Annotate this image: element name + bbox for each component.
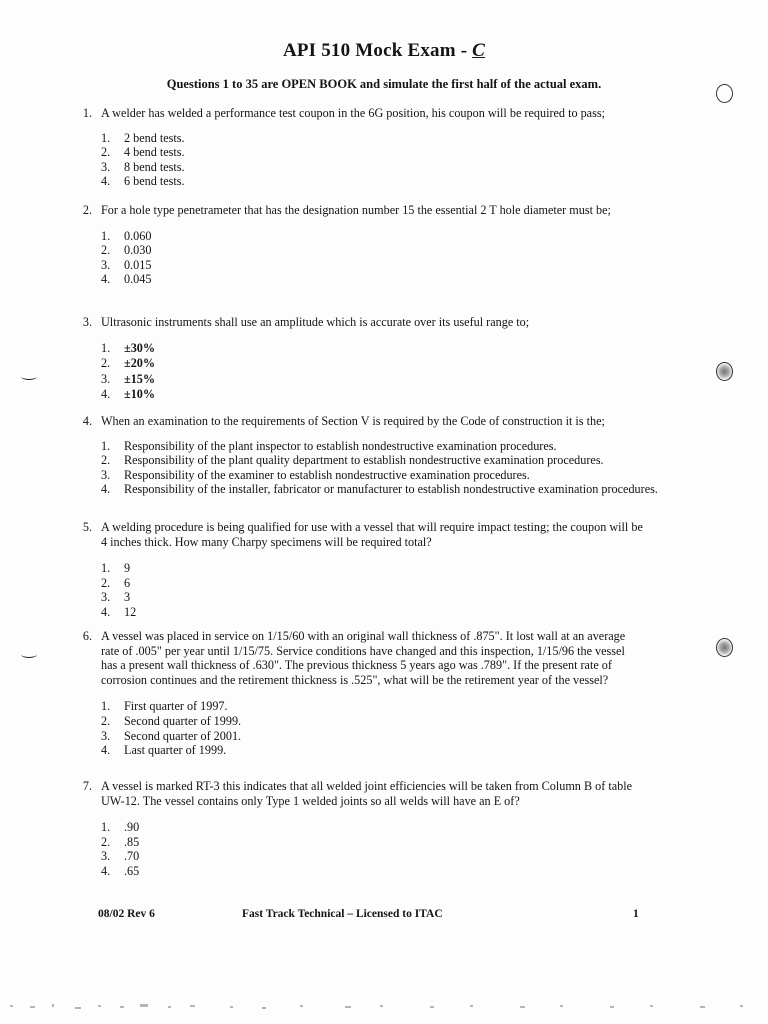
- option-3: [70, 590, 645, 605]
- option-text: Responsibility of the installer, fabricator or manufacturer to establish nondestructive examination procedures.: [124, 482, 658, 497]
- option-text: 0.030: [124, 243, 152, 258]
- question-7: [70, 779, 650, 879]
- option-4: [70, 482, 660, 497]
- option-4: [70, 864, 650, 879]
- question-text: A welder has welded a performance test coupon in the 6G position, his coupon will be required to pass;: [101, 106, 605, 120]
- option-1: [70, 820, 650, 835]
- question-4: [70, 414, 660, 497]
- option-text: 8 bend tests.: [124, 159, 185, 174]
- option-number: 1.: [101, 438, 111, 453]
- option-2: [70, 714, 640, 729]
- question-1: [70, 106, 650, 189]
- option-number: 2.: [101, 356, 111, 371]
- question-2: [70, 203, 650, 287]
- option-text: 0.015: [124, 257, 152, 272]
- option-text: 2 bend tests.: [124, 130, 185, 145]
- question-number: 4.: [82, 414, 92, 428]
- option-number: 2.: [101, 834, 111, 849]
- question-number: 6.: [82, 629, 92, 643]
- option-number: 3.: [101, 590, 111, 605]
- option-1: [70, 131, 650, 146]
- option-text: 0.060: [124, 228, 152, 243]
- option-text: 4 bend tests.: [124, 145, 185, 160]
- footer-revision: 08/02 Rev 6: [98, 908, 155, 920]
- option-text: First quarter of 1997.: [124, 699, 228, 714]
- question-text: A vessel is marked RT-3 this indicates that all welded joint efficiencies will be taken from Column B of table UW-12. The vessel contains only Type 1 welded joints so all welds will have an E of?: [101, 779, 632, 808]
- binder-hole-icon: [716, 362, 733, 381]
- option-4: [70, 743, 640, 758]
- option-number: 1.: [101, 228, 111, 243]
- option-number: 2.: [101, 243, 111, 258]
- footer-page-number: 1: [633, 908, 639, 920]
- option-number: 2.: [101, 145, 111, 160]
- option-text: ±15%: [124, 371, 156, 386]
- option-number: 2.: [101, 713, 111, 728]
- option-1: [70, 341, 650, 357]
- option-text: .65: [124, 863, 140, 878]
- option-number: 3.: [101, 849, 111, 864]
- footer-license: Fast Track Technical – Licensed to ITAC: [242, 908, 443, 920]
- option-text: Second quarter of 2001.: [124, 728, 242, 743]
- option-3: [70, 849, 650, 864]
- page-title: [0, 40, 768, 62]
- option-1: [70, 561, 645, 576]
- option-text: ±10%: [124, 387, 156, 402]
- option-number: 3.: [101, 467, 111, 482]
- option-number: 3.: [101, 257, 111, 272]
- option-text: 12: [124, 604, 137, 619]
- scan-mark-icon: [21, 373, 37, 380]
- question-number: 2.: [82, 203, 92, 217]
- option-list: [70, 131, 650, 189]
- option-text: Second quarter of 1999.: [124, 713, 242, 728]
- option-number: 1.: [101, 820, 111, 835]
- question-number: 1.: [82, 106, 92, 120]
- option-3: [70, 729, 640, 744]
- option-number: 2.: [101, 575, 111, 590]
- option-number: 2.: [101, 453, 111, 468]
- scan-noise-strip: [0, 1000, 768, 1014]
- question-5: [70, 520, 645, 620]
- option-text: .90: [124, 820, 140, 835]
- option-3: [70, 258, 650, 273]
- option-3: [70, 372, 650, 388]
- question-number: 7.: [82, 779, 92, 793]
- option-list: [70, 341, 650, 403]
- option-2: [70, 835, 650, 850]
- question-number: 3.: [82, 315, 92, 329]
- option-2: [70, 243, 650, 258]
- option-1: [70, 229, 650, 244]
- option-4: [70, 605, 645, 620]
- option-text: Responsibility of the plant inspector to establish nondestructive examination procedures.: [124, 438, 557, 453]
- question-number: 5.: [82, 520, 92, 534]
- option-list: [70, 561, 645, 619]
- title-exam-letter: C: [472, 40, 486, 61]
- option-text: 0.045: [124, 272, 152, 287]
- option-number: 4.: [101, 482, 111, 497]
- option-2: [70, 356, 650, 372]
- option-2: [70, 576, 645, 591]
- option-number: 4.: [101, 743, 111, 758]
- option-text: Last quarter of 1999.: [124, 743, 227, 758]
- option-text: 6: [124, 575, 131, 590]
- page-subtitle: Questions 1 to 35 are OPEN BOOK and simulate the first half of the actual exam.: [166, 77, 602, 91]
- option-text: ±30%: [124, 340, 156, 355]
- option-list: [70, 229, 650, 287]
- option-1: [70, 699, 640, 714]
- option-list: [70, 439, 660, 497]
- option-4: [70, 272, 650, 287]
- option-text: Responsibility of the examiner to establish nondestructive examination procedures.: [124, 467, 530, 482]
- option-text: 3: [124, 590, 131, 605]
- scan-mark-icon: [21, 651, 37, 658]
- option-number: 4.: [101, 604, 111, 619]
- question-text: A welding procedure is being qualified for use with a vessel that will require impact testing; the coupon will be 4 inches thick. How many Charpy specimens will be required total?: [101, 520, 643, 549]
- option-2: [70, 453, 660, 468]
- question-3: [70, 315, 650, 403]
- title-text: API 510 Mock Exam -: [282, 40, 473, 61]
- question-text: Ultrasonic instruments shall use an amplitude which is accurate over its useful range to;: [101, 315, 530, 329]
- question-6: [70, 629, 640, 758]
- option-number: 1.: [101, 699, 111, 714]
- binder-hole-icon: [716, 638, 733, 657]
- option-4: [70, 387, 650, 403]
- option-4: [70, 174, 650, 189]
- option-3: [70, 468, 660, 483]
- option-text: .70: [124, 849, 140, 864]
- option-number: 4.: [101, 863, 111, 878]
- option-number: 3.: [101, 159, 111, 174]
- option-number: 1.: [101, 130, 111, 145]
- option-text: ±20%: [124, 356, 156, 371]
- option-2: [70, 145, 650, 160]
- question-text: For a hole type penetrameter that has the designation number 15 the essential 2 T hole diameter must be;: [101, 203, 611, 217]
- option-list: [70, 699, 640, 757]
- option-3: [70, 160, 650, 175]
- question-text: When an examination to the requirements of Section V is required by the Code of construction it is the;: [101, 414, 605, 428]
- option-list: [70, 820, 650, 878]
- option-text: .85: [124, 834, 140, 849]
- option-number: 4.: [101, 387, 111, 402]
- option-number: 3.: [101, 728, 111, 743]
- option-number: 1.: [101, 561, 111, 576]
- option-text: 9: [124, 561, 131, 576]
- option-text: 6 bend tests.: [124, 174, 185, 189]
- question-text: A vessel was placed in service on 1/15/60 with an original wall thickness of .875". It lost wall at an average rate of .005" per year until 1/15/75. Service conditions have changed and this inspection, 1/15/96 the vessel has a present wall thickness of .630". The previous thickness 5 years ago was .789". If the present rate of corrosion continues and the retirement thickness is .525", what will be the retirement year of the vessel?: [101, 629, 626, 687]
- option-number: 3.: [101, 371, 111, 386]
- binder-hole-icon: [716, 84, 733, 103]
- option-1: [70, 439, 660, 454]
- option-text: Responsibility of the plant quality department to establish nondestructive examination procedures.: [124, 453, 604, 468]
- option-number: 4.: [101, 272, 111, 287]
- option-number: 1.: [101, 340, 111, 355]
- option-number: 4.: [101, 174, 111, 189]
